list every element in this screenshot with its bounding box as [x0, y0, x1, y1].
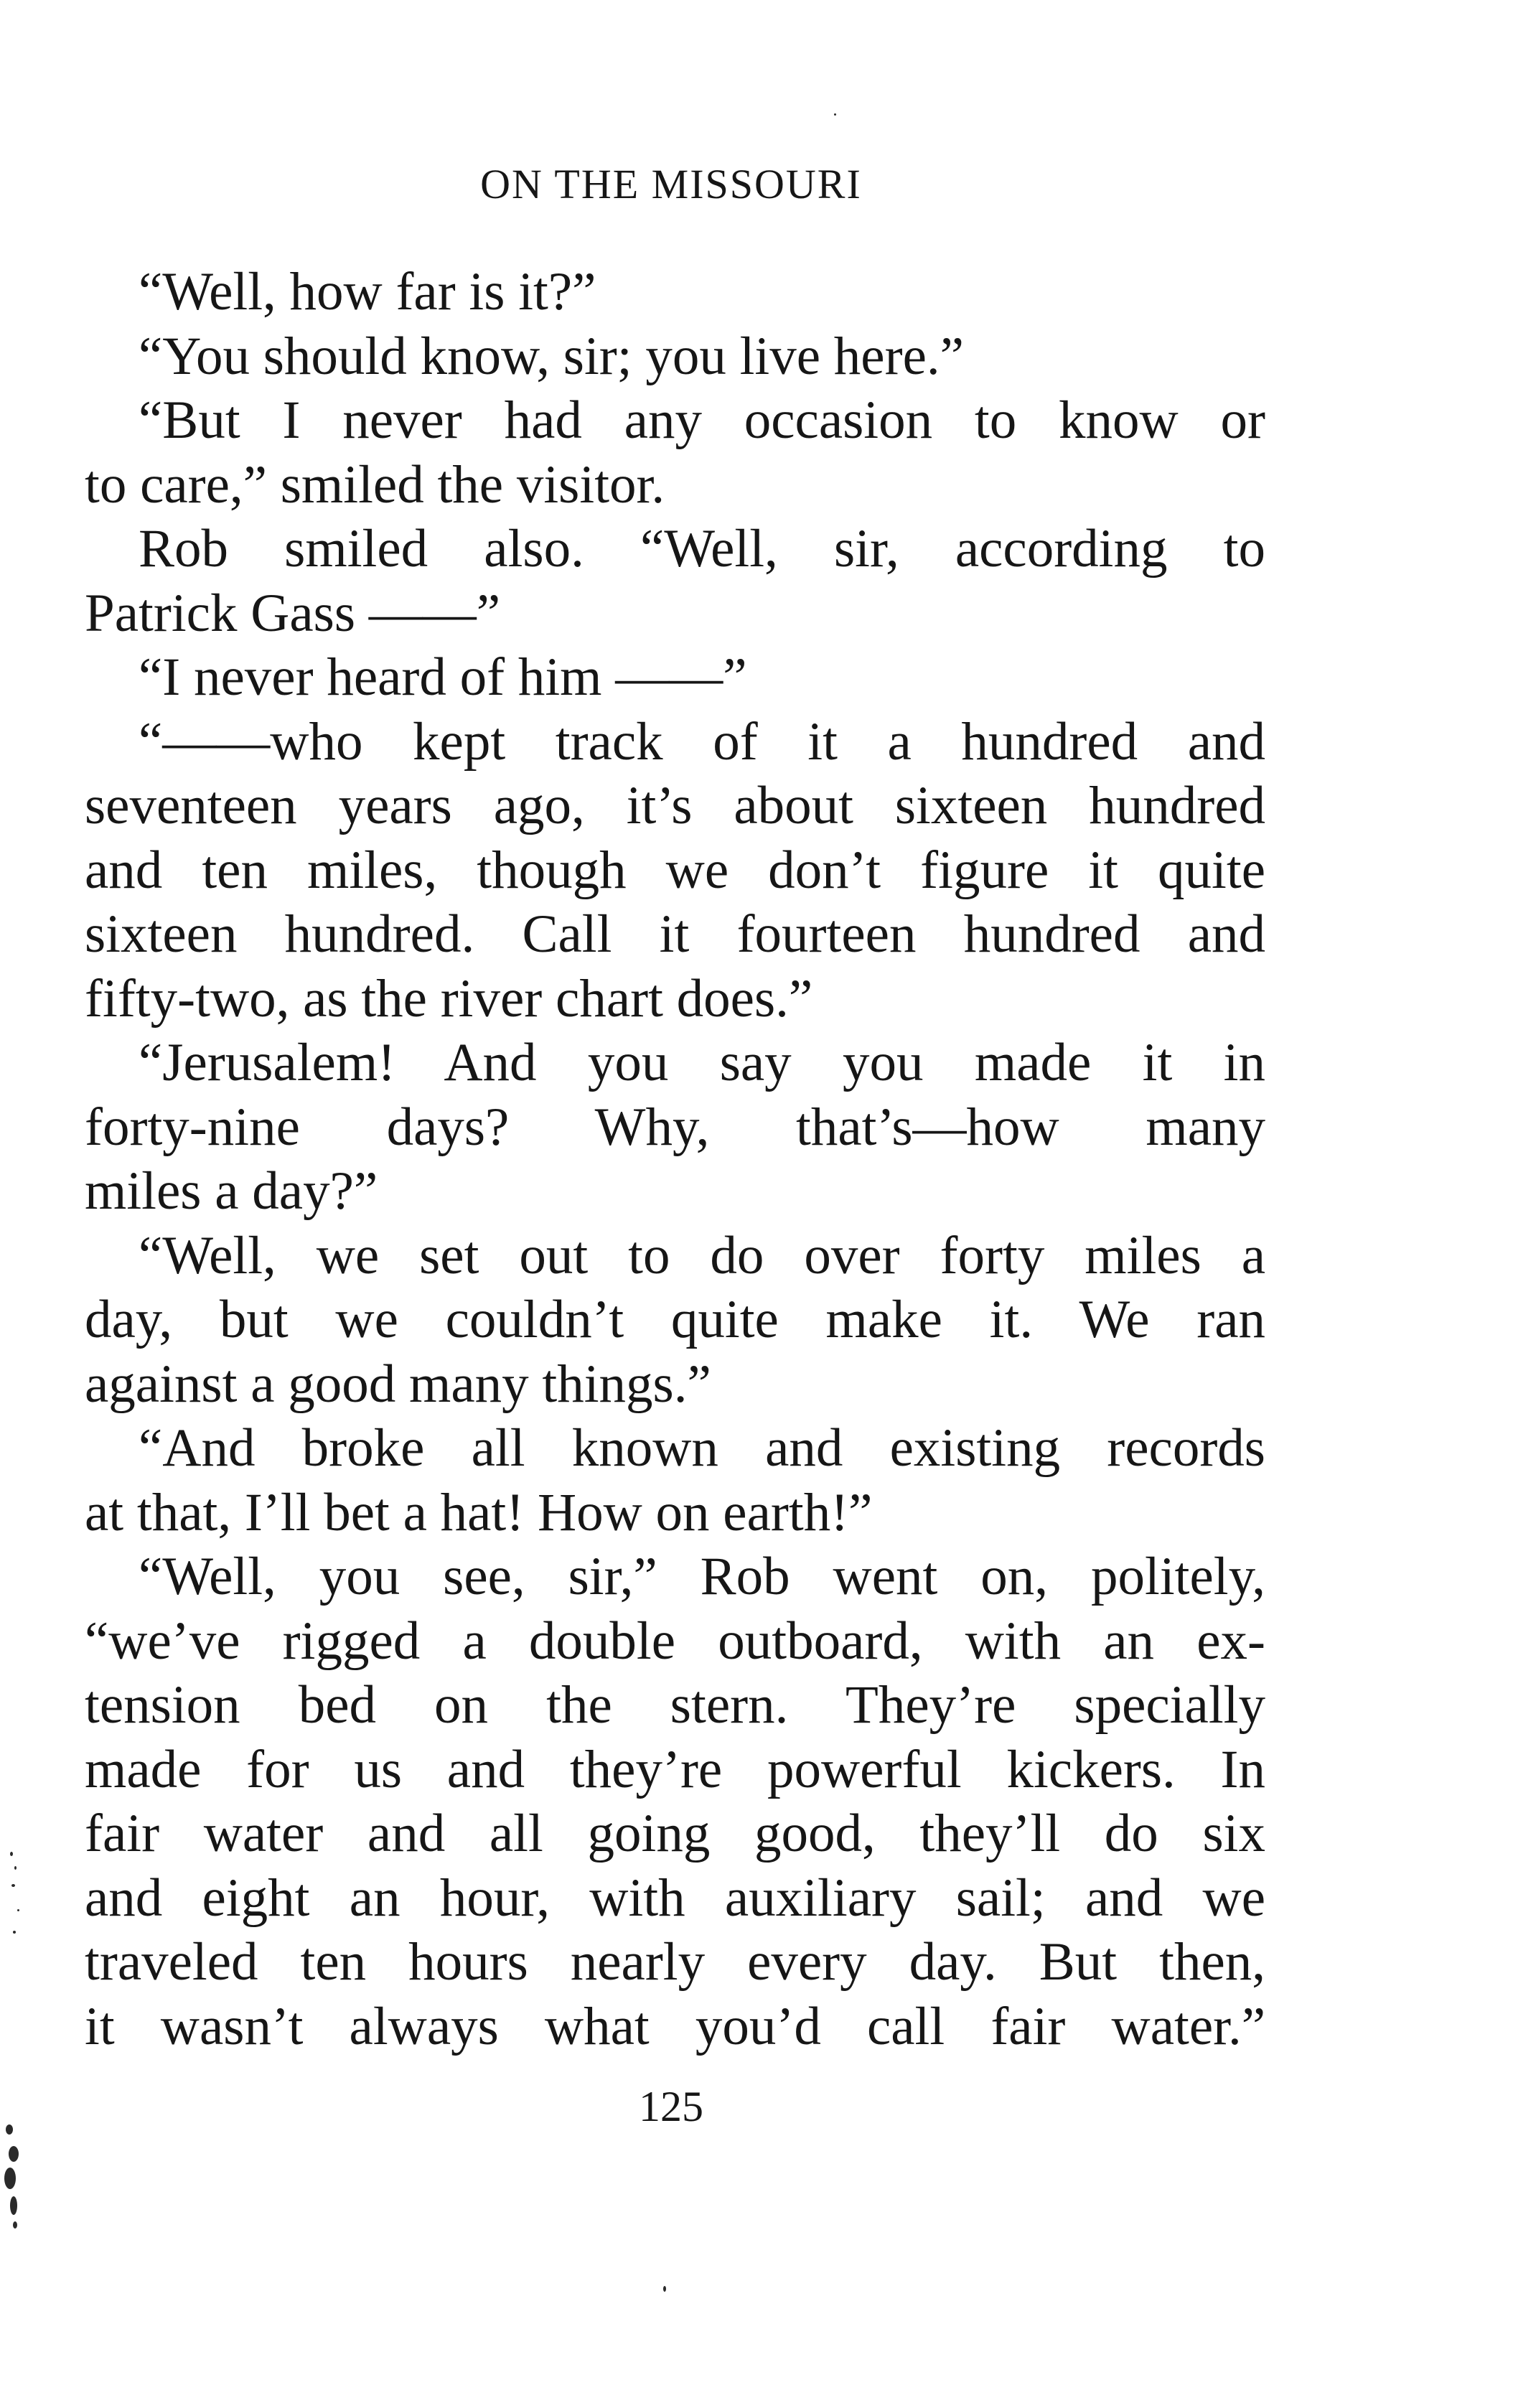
text-line: “Jerusalem! And you say you made it in — [139, 1033, 1265, 1092]
text-line: “Well, how far is it?” — [139, 262, 596, 322]
text-line: sixteen hundred. Call it fourteen hundred and — [85, 904, 1265, 964]
text-line: “——who kept track of it a hundred and — [139, 711, 1265, 772]
text-line: fair water and all going good, they’ll do six — [85, 1804, 1265, 1863]
text-line: “Well, you see, sir,” Rob went on, politely, — [139, 1547, 1265, 1606]
text-line: “You should know, sir; you live here.” — [139, 326, 964, 386]
text-line: and ten miles, though we don’t figure it quite — [85, 840, 1265, 900]
text-line: traveled ten hours nearly every day. But then, — [85, 1932, 1265, 1992]
text-line: to care,” smiled the visitor. — [85, 454, 665, 515]
body-text — [85, 260, 1265, 2058]
text-line: made for us and they’re powerful kickers. In — [85, 1739, 1265, 1799]
text-line: and eight an hour, with auxiliary sail; and we — [85, 1868, 1265, 1928]
text-line: Patrick Gass ——” — [85, 583, 501, 643]
text-line: seventeen years ago, it’s about sixteen hundred — [85, 776, 1265, 835]
text-line: day, but we couldn’t quite make it. We ran — [85, 1290, 1265, 1349]
page-number: 125 — [639, 2083, 703, 2130]
text-line: “we’ve rigged a double outboard, with an ex- — [85, 1611, 1265, 1671]
running-head: ON THE MISSOURI — [480, 161, 862, 207]
text-line: “But I never had any occasion to know or — [139, 390, 1265, 450]
text-line: fifty-two, as the river chart does.” — [85, 968, 813, 1029]
text-line: forty-nine days? Why, that’s—how many — [85, 1097, 1265, 1157]
text-line: tension bed on the stern. They’re specially — [85, 1675, 1265, 1735]
text-line: “I never heard of him ——” — [139, 647, 747, 707]
text-line: Rob smiled also. “Well, sir, according to — [139, 519, 1265, 578]
text-line: “And broke all known and existing records — [139, 1418, 1265, 1478]
text-line: miles a day?” — [85, 1161, 378, 1221]
text-line: at that, I’ll bet a hat! How on earth!” — [85, 1482, 873, 1542]
text-line: “Well, we set out to do over forty miles a — [139, 1225, 1265, 1285]
text-line: against a good many things.” — [85, 1354, 711, 1414]
text-line: it wasn’t always what you’d call fair water.” — [85, 1996, 1265, 2056]
